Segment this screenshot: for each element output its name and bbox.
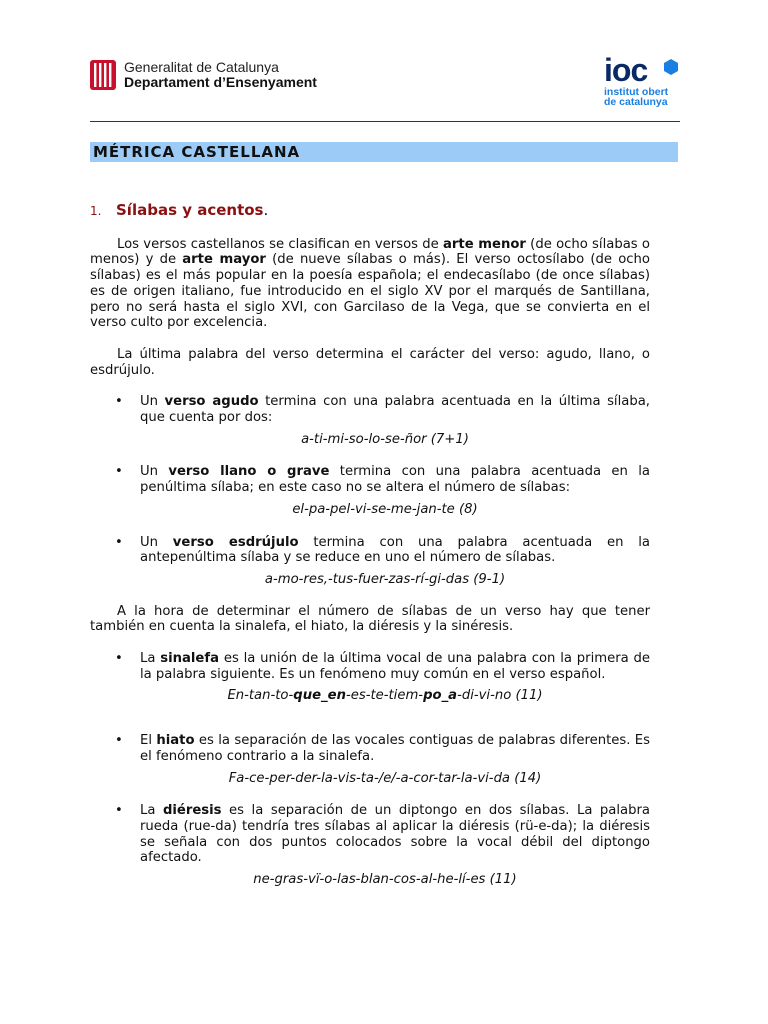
generalitat-wordmark <box>124 60 317 90</box>
p1-text-a: Los versos castellanos se clasifican en versos de <box>117 236 443 252</box>
example-part: En-tan-to- <box>227 688 294 704</box>
ioc-wordmark: ioc <box>604 52 648 88</box>
section-heading <box>90 203 650 220</box>
item-text: termina con una palabra acentuada en la última sílaba, que cuenta por dos: <box>140 394 650 426</box>
title-bar <box>90 142 678 162</box>
page-title: MÉTRICA CASTELLANA <box>93 143 301 161</box>
department-name: Departament d’Ensenyament <box>124 74 317 90</box>
section-title <box>116 203 268 219</box>
example-verse-sinalefa <box>90 688 650 704</box>
list-item-hiato <box>90 733 650 764</box>
example-verse-hiato: Fa-ce-per-der-la-vis-ta-/e/-a-cor-tar-la-vi-da (14) <box>228 770 542 786</box>
item-bold-term: verso llano o grave <box>168 464 330 480</box>
verse-type-list <box>90 394 650 587</box>
section-title-text: Sílabas y acentos <box>116 201 264 219</box>
item-text: Un <box>140 534 173 550</box>
ioc-subtitle-line2: de catalunya <box>604 96 668 108</box>
list-item <box>90 535 650 566</box>
bullet-marker: • <box>115 803 123 819</box>
p1-bold-arte-mayor: arte mayor <box>182 252 266 268</box>
list-item <box>90 464 650 495</box>
example-verse-dieresis: ne-gras-vï-o-las-blan-cos-al-he-lí-es (11) <box>253 872 517 888</box>
ioc-logo <box>604 52 680 110</box>
p1-bold-arte-menor: arte menor <box>443 236 526 252</box>
item-text: termina con una palabra acentuada en la antepenúltima sílaba y se reduce en uno el número de sílabas. <box>140 534 651 566</box>
bullet-marker: • <box>115 534 123 550</box>
item-bold-term: verso esdrújulo <box>172 534 299 550</box>
section-title-period: . <box>263 201 269 219</box>
paragraph-syllable-count: A la hora de determinar el número de sílabas de un verso hay que tener también en cuenta la sinalefa, el hiato, la diéresis y la sinéresis. <box>90 603 650 635</box>
example-part: -es-te-tiem- <box>345 688 424 704</box>
item-text: La <box>140 651 161 667</box>
item-text: El <box>140 733 157 749</box>
item-text: La <box>140 803 163 819</box>
paragraph-verse-types <box>90 237 650 331</box>
bullet-marker: • <box>115 394 123 410</box>
example-part: -di-vi-no (11) <box>457 688 543 704</box>
section-number: 1. <box>90 204 102 218</box>
list-item-sinalefa <box>90 651 650 682</box>
phenomena-list <box>90 651 650 888</box>
list-item <box>90 394 650 425</box>
item-bold-term: verso agudo <box>164 394 259 410</box>
bullet-marker: • <box>115 733 123 749</box>
document-body <box>90 203 650 905</box>
item-text: es la separación de las vocales contiguas de palabras diferentes. Es el fenómeno contrario a la sinalefa. <box>140 733 650 764</box>
item-text: Un <box>140 394 165 410</box>
generalitat-stripes-icon <box>90 60 116 90</box>
bullet-marker: • <box>115 464 123 480</box>
example-verse: a-mo-res,-tus-fuer-zas-rí-gi-das (9-1) <box>264 571 506 587</box>
ioc-subtitle-line1: institut obert <box>604 86 669 98</box>
item-bold-term: hiato <box>156 733 195 749</box>
example-bold-part: po_a <box>423 688 458 704</box>
ioc-subtitle <box>604 87 668 107</box>
item-text: es la separación de un diptongo en dos sílabas. La palabra rueda (rue-da) tendría tres sílabas al aplicar la diéresis (rü-e-da); la diéresis se señala con dos puntos colocados sobre la vocal débil del diptongo afectado. <box>140 803 650 866</box>
header-divider <box>90 121 680 122</box>
item-bold-term: sinalefa <box>160 651 220 667</box>
example-verse: a-ti-mi-so-lo-se-ñor (7+1) <box>301 431 469 447</box>
p1-text-d: (de nueve sílabas o más). El verso octosílabo (de ocho sílabas) es el más popular en la poesía española; el endecasílabo (de once sílabas) es de origen italiano, fue introducido en el siglo XV por el marqués de Santillana, pero no será hasta el siglo XVI, con Garcilaso de la Vega, que se convierta en el verso culto por excelencia. <box>90 252 650 331</box>
list-item-dieresis <box>90 803 650 866</box>
item-text: termina con una palabra acentuada en la penúltima sílaba; en este caso no se altera el número de sílabas: <box>140 464 650 496</box>
page-header <box>90 52 680 110</box>
p1-text-c: (de ocho sílabas o menos) y de <box>90 236 650 268</box>
item-bold-term: diéresis <box>162 803 222 819</box>
generalitat-name: Generalitat de Catalunya <box>124 59 279 75</box>
bullet-marker: • <box>115 651 123 667</box>
example-bold-part: que_en <box>293 688 346 704</box>
item-text: es la unión de la última vocal de una palabra con la primera de la palabra siguiente. Es un fenómeno muy común en el verso español. <box>140 651 650 682</box>
paragraph-last-word: La última palabra del verso determina el carácter del verso: agudo, llano, o esdrújulo. <box>90 346 650 378</box>
example-verse: el-pa-pel-vi-se-me-jan-te (8) <box>292 501 478 517</box>
hexagon-icon <box>662 58 680 76</box>
item-text: Un <box>140 464 169 480</box>
